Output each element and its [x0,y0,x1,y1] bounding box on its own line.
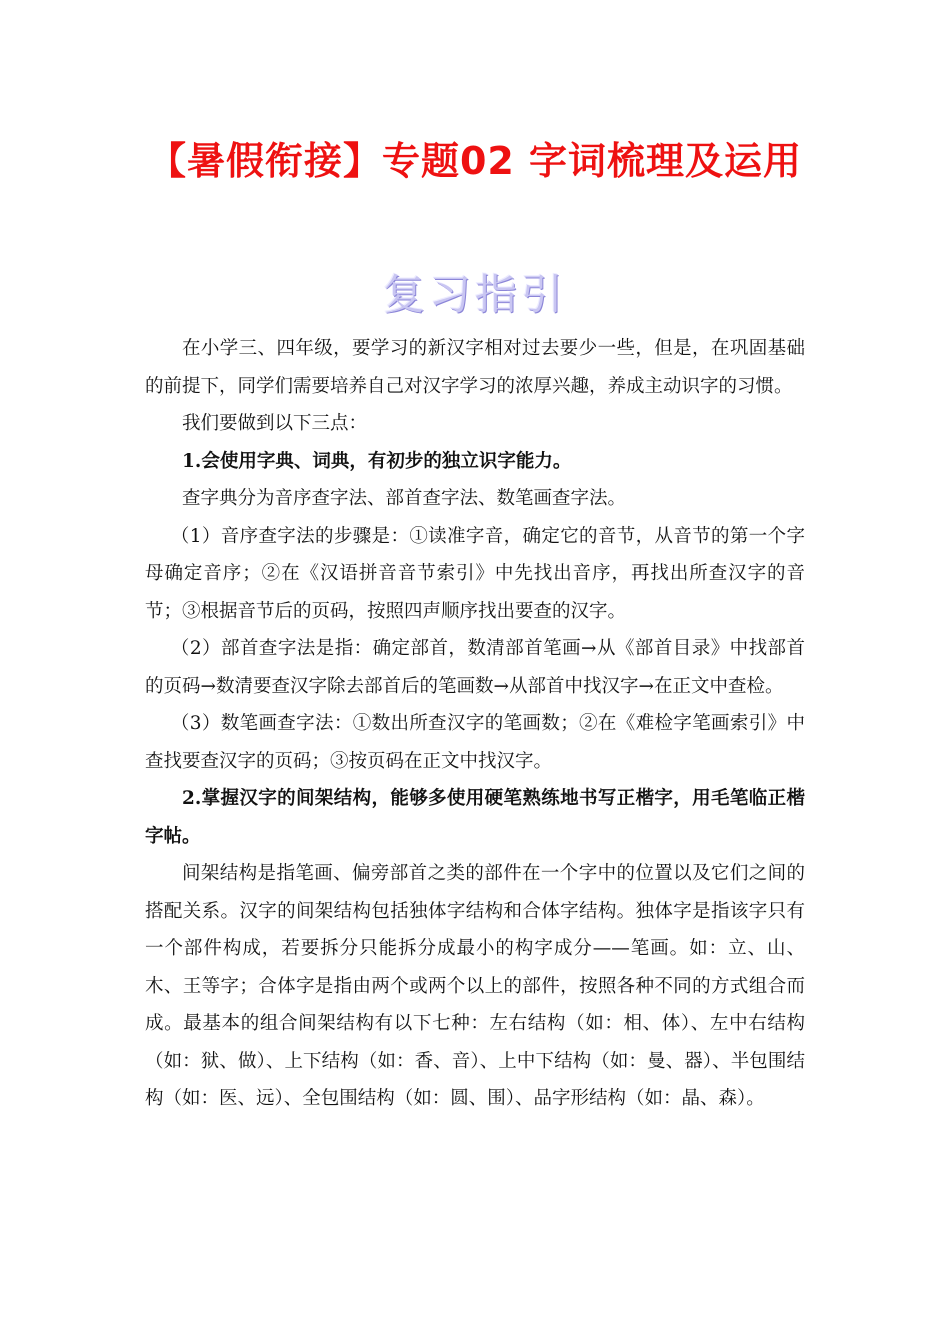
points-lead-paragraph: 我们要做到以下三点： [182,413,368,434]
dictionary-methods-paragraph: 查字典分为音序查字法、部首查字法、数笔画查字法。 [182,488,627,509]
point-1-heading: 1.会使用字典、词典，有初步的独立识字能力。 [182,450,572,472]
pinyin-method-paragraph: （1）音序查字法的步骤是：①读准字音，确定它的音节，从音节的第一个字母确定音序；②在《汉语拼音音节索引》中先找出音序，再找出所查汉字的音节；③根据音节后的页码，按照四声顺序找出要查的汉字。 [145,525,805,622]
radical-method-paragraph: （2）部首查字法是指：确定部首，数清部首笔画→从《部首目录》中找部首的页码→数清要查汉字除去部首后的笔画数→从部首中找汉字→在正文中查检。 [145,638,805,697]
section-heading: 复习指引 [382,270,567,319]
intro-paragraph: 在小学三、四年级，要学习的新汉字相对过去要少一些，但是，在巩固基础的前提下，同学们需要培养自己对汉字学习的浓厚兴趣，养成主动识字的习惯。 [145,338,805,397]
stroke-count-method-paragraph: （3）数笔画查字法：①数出所查汉字的笔画数；②在《难检字笔画索引》中查找要查汉字的页码；③按页码在正文中找汉字。 [145,713,805,772]
structure-paragraph: 间架结构是指笔画、偏旁部首之类的部件在一个字中的位置以及它们之间的搭配关系。汉字的间架结构包括独体字结构和合体字结构。独体字是指该字只有一个部件构成，若要拆分只能拆分成最小的构字成分——笔画。如：立、山、木、王等字；合体字是指由两个或两个以上的部件，按照各种不同的方式组合而成。最基本的组合间架结构有以下七种：左右结构（如：相、体）、左中右结构（如：狱、做）、上下结构（如：香、音）、上中下结构（如：曼、器）、半包围结构（如：医、远）、全包围结构（如：圆、围）、品字形结构（如：晶、森）。 [145,863,805,1109]
point-2-heading: 2.掌握汉字的间架结构，能够多使用硬笔熟练地书写正楷字，用毛笔临正楷字帖。 [145,788,805,847]
document-body [145,330,805,1118]
document-title: 【暑假衔接】专题02 字词梳理及运用 [147,139,803,183]
